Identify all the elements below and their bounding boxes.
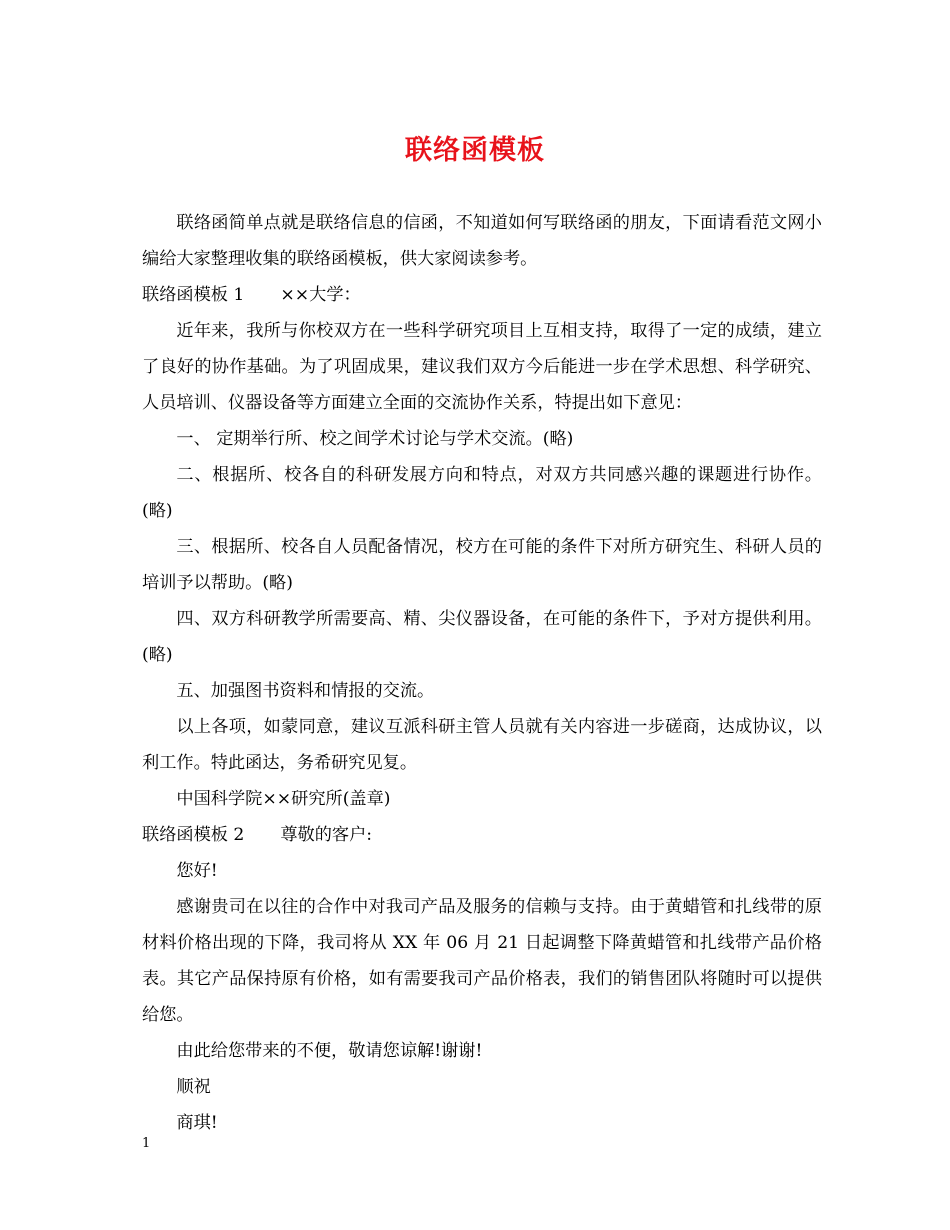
template2-apology: 由此给您带来的不便，敬请您谅解!谢谢! [176, 1041, 483, 1061]
template1-salutation: ××大学： [280, 285, 361, 305]
template1-item-5: 五、加强图书资料和情报的交流。 [176, 681, 435, 701]
page-number: 1 [142, 1136, 151, 1151]
template1-closing: 以上各项，如蒙同意，建议互派科研主管人员就有关内容进一步磋商，达成协议，以利工作。特此函达，务希研究见复。 [142, 717, 822, 773]
template1-item-3: 三、根据所、校各自人员配备情况，校方在可能的条件下对所方研究生、科研人员的培训予以帮助。(略) [142, 537, 822, 593]
document-body [142, 205, 822, 1141]
template2-heading: 联络函模板 2 [142, 825, 245, 845]
template1-item-1: 一、 定期举行所、校之间学术讨论与学术交流。(略) [176, 429, 574, 449]
template2-heading-line [142, 817, 822, 853]
template1-heading: 联络函模板 1 [142, 285, 245, 305]
intro-paragraph: 联络函简单点就是联络信息的信函，不知道如何写联络函的朋友，下面请看范文网小编给大家整理收集的联络函模板，供大家阅读参考。 [142, 213, 822, 269]
template2-wish: 商琪! [176, 1113, 218, 1133]
document-title: 联络函模板 [405, 135, 545, 166]
template1-heading-line [142, 277, 822, 313]
template1-item-4: 四、双方科研教学所需要高、精、尖仪器设备，在可能的条件下，予对方提供利用。(略) [142, 609, 822, 665]
template2-salutation: 尊敬的客户: [280, 825, 373, 845]
template2-paragraph: 感谢贵司在以往的合作中对我司产品及服务的信赖与支持。由于黄蜡管和扎线带的原材料价格出现的下降，我司将从 XX 年 06 月 21 日起调整下降黄蜡管和扎线带产品价格表。其它产品保持原有价格，如有需要我司产品价格表，我们的销售团队将随时可以提供给您。 [142, 897, 822, 1025]
template1-signature: 中国科学院××研究所(盖章) [176, 789, 391, 809]
template1-paragraph: 近年来，我所与你校双方在一些科学研究项目上互相支持，取得了一定的成绩，建立了良好的协作基础。为了巩固成果，建议我们双方今后能进一步在学术思想、科学研究、人员培训、仪器设备等方面建立全面的交流协作关系，特提出如下意见： [142, 321, 822, 413]
template2-greeting: 您好! [176, 861, 218, 881]
template1-item-2: 二、根据所、校各自的科研发展方向和特点，对双方共同感兴趣的课题进行协作。(略) [142, 465, 822, 521]
template2-regards: 顺祝 [176, 1077, 211, 1097]
